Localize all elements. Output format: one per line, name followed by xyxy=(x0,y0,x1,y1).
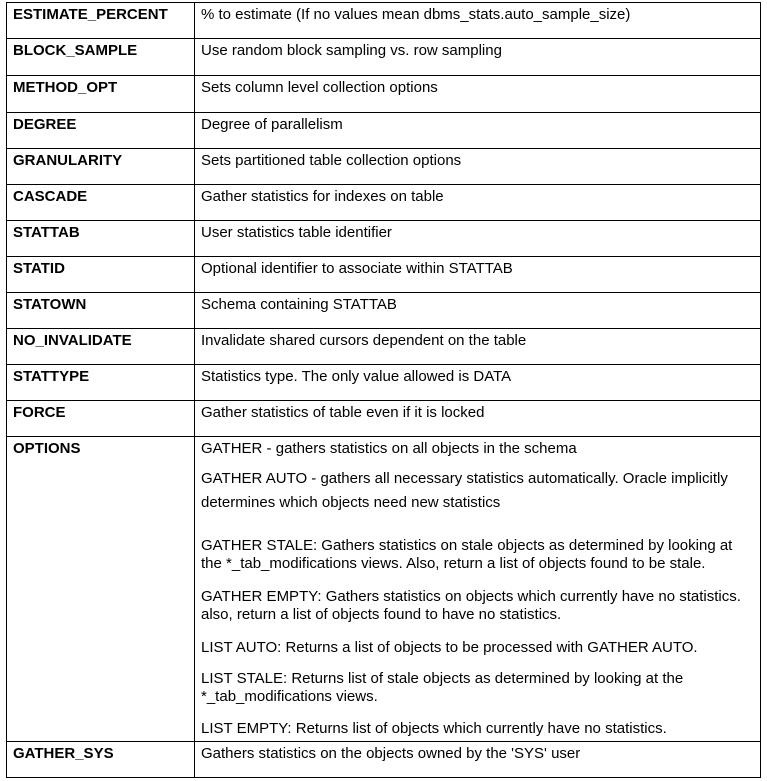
param-name: NO_INVALIDATE xyxy=(7,329,195,365)
param-description: % to estimate (If no values mean dbms_stats.auto_sample_size) xyxy=(195,3,761,39)
table-row xyxy=(7,113,761,149)
param-description: Degree of parallelism xyxy=(195,113,761,149)
param-name: BLOCK_SAMPLE xyxy=(7,39,195,76)
option-item: GATHER AUTO - gathers all necessary statistics automatically. Oracle implicitly determines which objects need new statistics xyxy=(201,470,728,511)
options-description xyxy=(195,437,761,742)
param-description: Optional identifier to associate within STATTAB xyxy=(195,257,761,293)
table-row xyxy=(7,185,761,221)
table-row xyxy=(7,329,761,365)
option-item: LIST EMPTY: Returns list of objects which currently have no statistics. xyxy=(201,720,667,737)
param-name: GATHER_SYS xyxy=(7,742,195,778)
param-name: ESTIMATE_PERCENT xyxy=(7,3,195,39)
table-row xyxy=(7,401,761,437)
param-description: Schema containing STATTAB xyxy=(195,293,761,329)
param-description: Gathers statistics on the objects owned by the 'SYS' user xyxy=(195,742,761,778)
param-description: Gather statistics of table even if it is locked xyxy=(195,401,761,437)
param-name: FORCE xyxy=(7,401,195,437)
table-row xyxy=(7,257,761,293)
option-item: GATHER - gathers statistics on all objects in the schema xyxy=(201,440,577,457)
parameters-table xyxy=(6,2,761,778)
table-row xyxy=(7,293,761,329)
table-row-options xyxy=(7,437,761,742)
param-description: Gather statistics for indexes on table xyxy=(195,185,761,221)
table-row xyxy=(7,365,761,401)
param-name: STATTAB xyxy=(7,221,195,257)
param-name: STATTYPE xyxy=(7,365,195,401)
table-row xyxy=(7,221,761,257)
param-name: METHOD_OPT xyxy=(7,76,195,113)
table-row xyxy=(7,149,761,185)
table-row xyxy=(7,3,761,39)
option-item: LIST AUTO: Returns a list of objects to be processed with GATHER AUTO. xyxy=(201,639,698,656)
param-name: STATID xyxy=(7,257,195,293)
param-description: Invalidate shared cursors dependent on the table xyxy=(195,329,761,365)
param-description: Sets column level collection options xyxy=(195,76,761,113)
param-description: User statistics table identifier xyxy=(195,221,761,257)
param-name: STATOWN xyxy=(7,293,195,329)
param-description: Statistics type. The only value allowed is DATA xyxy=(195,365,761,401)
param-name: OPTIONS xyxy=(7,437,195,742)
param-name: CASCADE xyxy=(7,185,195,221)
table-row xyxy=(7,76,761,113)
option-item: GATHER STALE: Gathers statistics on stale objects as determined by looking at the *_tab_modifications views. Also, return a list of objects found to be stale. xyxy=(201,537,733,572)
option-item: GATHER EMPTY: Gathers statistics on objects which currently have no statistics. also, return a list of objects found to have no statistics. xyxy=(201,588,741,623)
param-name: DEGREE xyxy=(7,113,195,149)
param-description: Use random block sampling vs. row sampling xyxy=(195,39,761,76)
param-name: GRANULARITY xyxy=(7,149,195,185)
table-row xyxy=(7,742,761,778)
param-description: Sets partitioned table collection options xyxy=(195,149,761,185)
option-item: LIST STALE: Returns list of stale objects as determined by looking at the *_tab_modifications views. xyxy=(201,670,684,705)
table-row xyxy=(7,39,761,76)
